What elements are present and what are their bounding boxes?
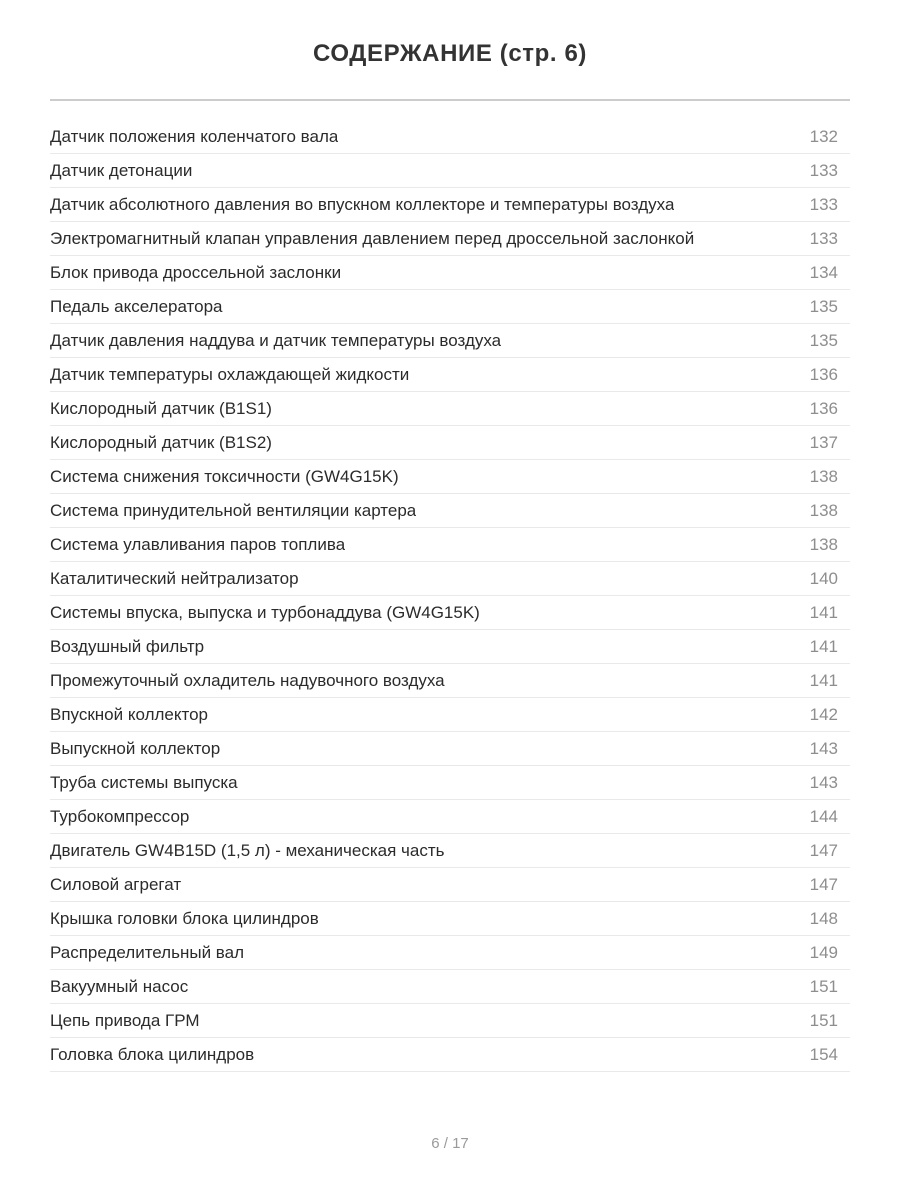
toc-entry[interactable] (50, 358, 850, 392)
toc-entry[interactable] (50, 290, 850, 324)
toc-entry-title: Система принудительной вентиляции картера (50, 500, 417, 520)
toc-entry[interactable] (50, 902, 850, 936)
toc-entry-page: 147 (809, 840, 838, 860)
toc-entry[interactable] (50, 1038, 850, 1072)
toc-entry-title: Датчик детонации (50, 160, 193, 180)
toc-entry[interactable] (50, 460, 850, 494)
toc-entry-title: Кислородный датчик (B1S1) (50, 398, 272, 418)
toc-entry-title: Турбокомпрессор (50, 806, 190, 826)
toc-entry-title: Цепь привода ГРМ (50, 1010, 200, 1030)
toc-entry-page: 143 (809, 772, 838, 792)
toc-entry[interactable] (50, 120, 850, 154)
toc-entry[interactable] (50, 732, 850, 766)
toc-entry[interactable] (50, 630, 850, 664)
toc-entry[interactable] (50, 222, 850, 256)
toc-entry-page: 135 (809, 330, 838, 350)
toc-entry-page: 140 (809, 568, 838, 588)
toc-entry-page: 141 (809, 636, 838, 656)
toc-entry-page: 149 (809, 942, 838, 962)
toc-entry-page: 136 (809, 398, 838, 418)
toc-entry-page: 151 (809, 976, 838, 996)
toc-entry-title: Впускной коллектор (50, 704, 208, 724)
toc-entry-title: Силовой агрегат (50, 874, 182, 894)
toc-entry-page: 141 (809, 670, 838, 690)
toc-entry-page: 133 (809, 160, 838, 180)
toc-entry-title: Система снижения токсичности (GW4G15K) (50, 466, 399, 486)
toc-entry[interactable] (50, 154, 850, 188)
toc-entry-page: 133 (809, 228, 838, 248)
toc-entry-title: Датчик положения коленчатого вала (50, 126, 339, 146)
toc-entry[interactable] (50, 1004, 850, 1038)
toc-entry-title: Промежуточный охладитель надувочного воздуха (50, 670, 445, 690)
page-number-indicator: 6 / 17 (431, 1135, 469, 1152)
toc-entry[interactable] (50, 698, 850, 732)
toc-entry[interactable] (50, 188, 850, 222)
toc-list (50, 120, 850, 1072)
toc-entry-title: Вакуумный насос (50, 976, 189, 996)
toc-entry[interactable] (50, 324, 850, 358)
toc-entry-page: 144 (809, 806, 838, 826)
toc-entry-page: 141 (809, 602, 838, 622)
toc-entry-page: 136 (809, 364, 838, 384)
toc-entry[interactable] (50, 494, 850, 528)
toc-entry-page: 133 (809, 194, 838, 214)
toc-entry[interactable] (50, 664, 850, 698)
header-divider (50, 99, 850, 101)
toc-entry[interactable] (50, 426, 850, 460)
toc-entry[interactable] (50, 256, 850, 290)
toc-entry-page: 142 (809, 704, 838, 724)
toc-entry[interactable] (50, 936, 850, 970)
toc-entry-title: Кислородный датчик (B1S2) (50, 432, 272, 452)
toc-entry[interactable] (50, 562, 850, 596)
toc-entry[interactable] (50, 868, 850, 902)
toc-entry[interactable] (50, 800, 850, 834)
toc-entry-title: Системы впуска, выпуска и турбонаддува (GW4G15K) (50, 602, 480, 622)
toc-entry-title: Педаль акселератора (50, 296, 223, 316)
toc-entry-page: 137 (809, 432, 838, 452)
toc-entry-title: Датчик давления наддува и датчик температуры воздуха (50, 330, 502, 350)
toc-entry-page: 154 (809, 1044, 838, 1064)
toc-entry[interactable] (50, 766, 850, 800)
toc-entry-title: Датчик абсолютного давления во впускном коллекторе и температуры воздуха (50, 194, 675, 214)
toc-entry-title: Распределительный вал (50, 942, 244, 962)
toc-entry[interactable] (50, 834, 850, 868)
toc-entry-page: 151 (809, 1010, 838, 1030)
toc-entry-title: Головка блока цилиндров (50, 1044, 255, 1064)
toc-entry-title: Электромагнитный клапан управления давлением перед дроссельной заслонкой (50, 228, 695, 248)
toc-entry-title: Двигатель GW4B15D (1,5 л) - механическая часть (50, 840, 445, 860)
toc-entry[interactable] (50, 528, 850, 562)
toc-entry[interactable] (50, 392, 850, 426)
toc-entry[interactable] (50, 596, 850, 630)
toc-entry-page: 134 (809, 262, 838, 282)
toc-entry-page: 132 (809, 126, 838, 146)
toc-entry-title: Датчик температуры охлаждающей жидкости (50, 364, 410, 384)
toc-entry-title: Труба системы выпуска (50, 772, 238, 792)
toc-entry-title: Система улавливания паров топлива (50, 534, 346, 554)
toc-entry[interactable] (50, 970, 850, 1004)
toc-entry-page: 138 (809, 500, 838, 520)
toc-entry-title: Блок привода дроссельной заслонки (50, 262, 342, 282)
page-title: СОДЕРЖАНИЕ (стр. 6) (313, 40, 587, 67)
toc-entry-title: Крышка головки блока цилиндров (50, 908, 319, 928)
toc-entry-page: 138 (809, 466, 838, 486)
toc-entry-page: 135 (809, 296, 838, 316)
toc-entry-title: Воздушный фильтр (50, 636, 205, 656)
toc-entry-page: 147 (809, 874, 838, 894)
toc-entry-page: 143 (809, 738, 838, 758)
toc-entry-title: Каталитический нейтрализатор (50, 568, 299, 588)
toc-entry-title: Выпускной коллектор (50, 738, 221, 758)
toc-entry-page: 148 (809, 908, 838, 928)
toc-entry-page: 138 (809, 534, 838, 554)
